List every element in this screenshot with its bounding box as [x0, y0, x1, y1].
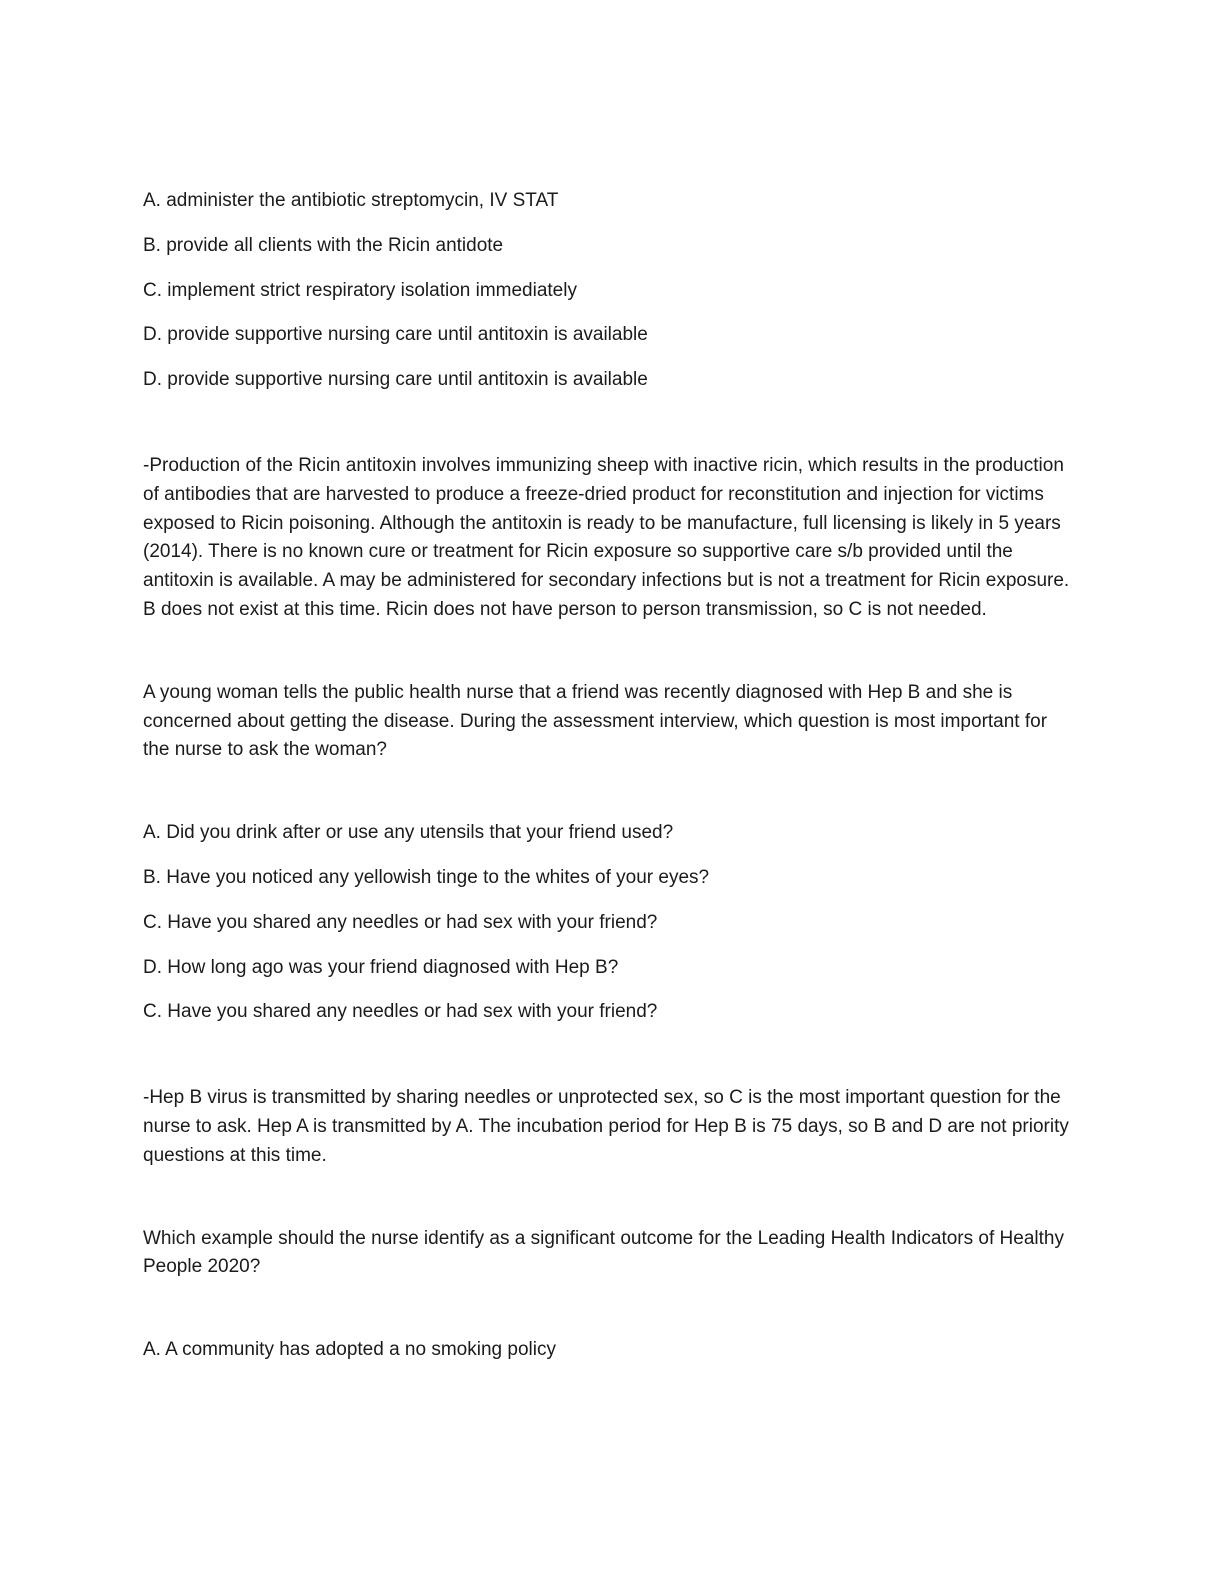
answer-option: A. Did you drink after or use any utensils that your friend used? — [143, 822, 674, 844]
answer-option: A. administer the antibiotic streptomycin, IV STAT — [143, 190, 559, 211]
page-content — [143, 187, 1073, 1381]
question-text: Which example should the nurse identify as a significant outcome for the Leading Health Indicators of Healthy People 2020? — [143, 1227, 1064, 1278]
rationale-paragraph: -Production of the Ricin antitoxin involves immunizing sheep with inactive ricin, which results in the production of antibodies that are harvested to produce a freeze-dried product for reconstitution and injection for victims exposed to Ricin poisoning. Although the antitoxin is ready to be manufacture, full licensing is likely in 5 years (2014). There is no known cure or treatment for Ricin exposure so supportive care s/b provided until the antitoxin is available. A may be administered for secondary infections but is not a treatment for Ricin exposure. B does not exist at this time. Ricin does not have person to person transmission, so C is not needed. — [143, 454, 1070, 620]
answer-option: A. A community has adopted a no smoking policy — [143, 1339, 556, 1361]
correct-answer: C. Have you shared any needles or had sex with your friend? — [143, 1001, 658, 1023]
answer-option: D. How long ago was your friend diagnosed with Hep B? — [143, 956, 619, 978]
answer-option: C. Have you shared any needles or had sex with your friend? — [143, 911, 658, 933]
answer-option: C. implement strict respiratory isolation immediately — [143, 279, 577, 301]
question-text: A young woman tells the public health nurse that a friend was recently diagnosed with Hep B and she is concerned about getting the disease. During the assessment interview, which question is most important for the nurse to ask the woman? — [143, 681, 1048, 761]
correct-answer: D. provide supportive nursing care until antitoxin is available — [143, 369, 648, 391]
rationale-paragraph: -Hep B virus is transmitted by sharing needles or unprotected sex, so C is the most important question for the nurse to ask. Hep A is transmitted by A. The incubation period for Hep B is 75 days, so B and D are not priority questions at this time. — [143, 1087, 1069, 1166]
answer-option: B. provide all clients with the Ricin antidote — [143, 234, 504, 256]
answer-option: D. provide supportive nursing care until antitoxin is available — [143, 324, 648, 346]
answer-option: B. Have you noticed any yellowish tinge to the whites of your eyes? — [143, 866, 710, 888]
